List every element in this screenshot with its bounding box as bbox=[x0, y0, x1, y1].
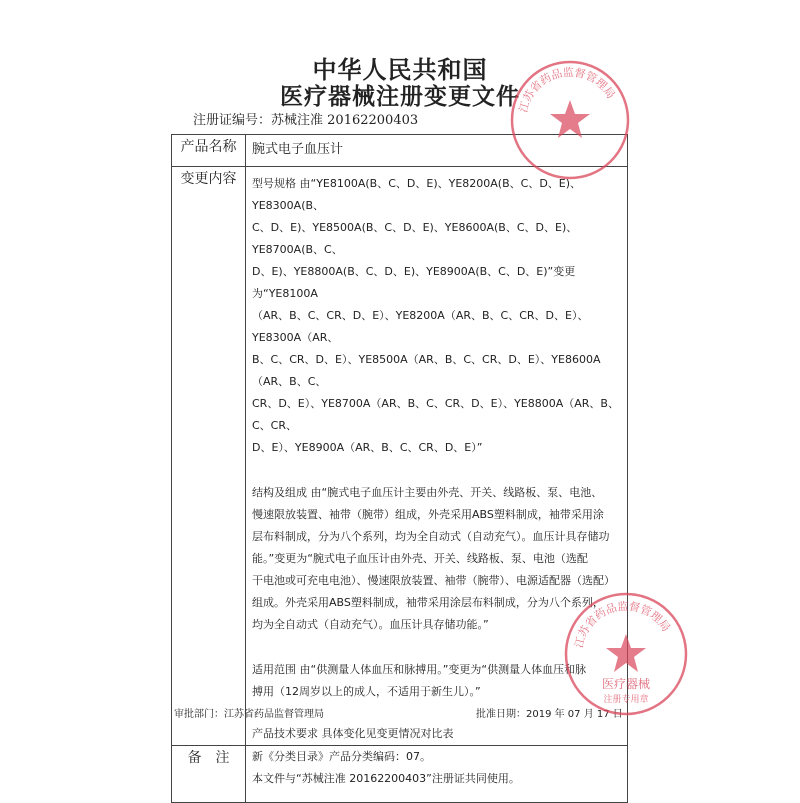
model-spec-block bbox=[252, 173, 621, 459]
remark-line: 新《分类目录》产品分类编码：07。 bbox=[252, 750, 431, 763]
model-line: CR、D、E）、YE8700A（AR、B、C、CR、D、E）、YE8800A（AR、B、C、CR、 bbox=[252, 397, 619, 432]
change-table bbox=[171, 134, 628, 803]
model-line: D、E)、YE8800A(B、C、D、E)、YE8900A(B、C、D、E)”变更为“YE8100A bbox=[252, 265, 576, 300]
structure-line: 慢速限放装置、袖带（腕带）组成，外壳采用ABS塑料制成，袖带采用涂 bbox=[252, 508, 604, 521]
remark-cell bbox=[246, 746, 628, 803]
top-seal-text: 江苏省药品监督管理局 bbox=[516, 65, 618, 114]
registration-number bbox=[193, 109, 418, 128]
registration-label: 注册证编号： bbox=[193, 113, 272, 128]
product-name-value: 腕式电子血压计 bbox=[252, 142, 344, 157]
document-title-line2: 医疗器械注册变更文件 bbox=[280, 83, 520, 110]
structure-line: 层布料制成，分为八个系列，均为全自动式（自动充气）。血压计具存储功 bbox=[252, 530, 610, 543]
model-line: D、E）、YE8900A（AR、B、C、CR、D、E）” bbox=[252, 441, 483, 454]
document-title-line1: 中华人民共和国 bbox=[312, 55, 488, 84]
structure-line: 能。”变更为“腕式电子血压计由外壳、开关、线路板、泵、电池（选配 bbox=[252, 552, 588, 565]
bottom-seal-sub1: 医疗器械 bbox=[601, 677, 651, 691]
model-line: 型号规格 由“YE8100A(B、C、D、E)、YE8200A(B、C、D、E)、YE8300A(B、 bbox=[252, 177, 582, 212]
remark-label: 备 注 bbox=[172, 746, 246, 803]
model-line: B、C、CR、D、E）、YE8500A（AR、B、C、CR、D、E）、YE8600A（AR、B、C、 bbox=[252, 353, 601, 388]
scope-line: 适用范围 由“供测量人体血压和脉搏用。”变更为“供测量人体血压和脉 bbox=[252, 663, 587, 676]
svg-text:江苏省药品监督管理局 bbox=[572, 599, 672, 649]
structure-line: 干电池或可充电电池）、慢速限放装置、袖带（腕带）、电源适配器（选配） bbox=[252, 574, 615, 587]
change-content-label: 变更内容 bbox=[172, 167, 246, 746]
bottom-seal-sub2: 注册专用章 bbox=[603, 695, 649, 705]
official-seal-top bbox=[508, 58, 632, 182]
tech-requirement-line: 产品技术要求 具体变化见变更情况对比表 bbox=[252, 727, 454, 740]
registration-value: 苏械注准 20162200403 bbox=[271, 113, 419, 128]
scope-line: 搏用（12周岁以上的成人，不适用于新生儿）。” bbox=[252, 685, 481, 698]
approval-authority: 审批部门：江苏省药品监督管理局 bbox=[174, 709, 324, 720]
structure-line: 组成。外壳采用ABS塑料制成，袖带采用涂层布料制成，分为八个系列， bbox=[252, 596, 604, 609]
approval-date: 批准日期：2019 年 07 月 17 日 bbox=[476, 709, 623, 720]
bottom-seal-text: 江苏省药品监督管理局 bbox=[572, 599, 673, 650]
registration-seal-bottom bbox=[562, 590, 690, 718]
structure-line: 结构及组成 由“腕式电子血压计主要由外壳、开关、线路板、泵、电池、 bbox=[252, 486, 603, 499]
model-line: C、D、E)、YE8500A(B、C、D、E)、YE8600A(B、C、D、E)、YE8700A(B、C、 bbox=[252, 221, 578, 256]
model-line: （AR、B、C、CR、D、E）、YE8200A（AR、B、C、CR、D、E）、YE8300A（AR、 bbox=[252, 309, 589, 344]
product-name-label: 产品名称 bbox=[172, 135, 246, 167]
structure-line: 均为全自动式（自动充气）。血压计具存储功能。” bbox=[252, 618, 489, 631]
remark-line: 本文件与“苏械注准 20162200403”注册证共同使用。 bbox=[252, 772, 520, 785]
